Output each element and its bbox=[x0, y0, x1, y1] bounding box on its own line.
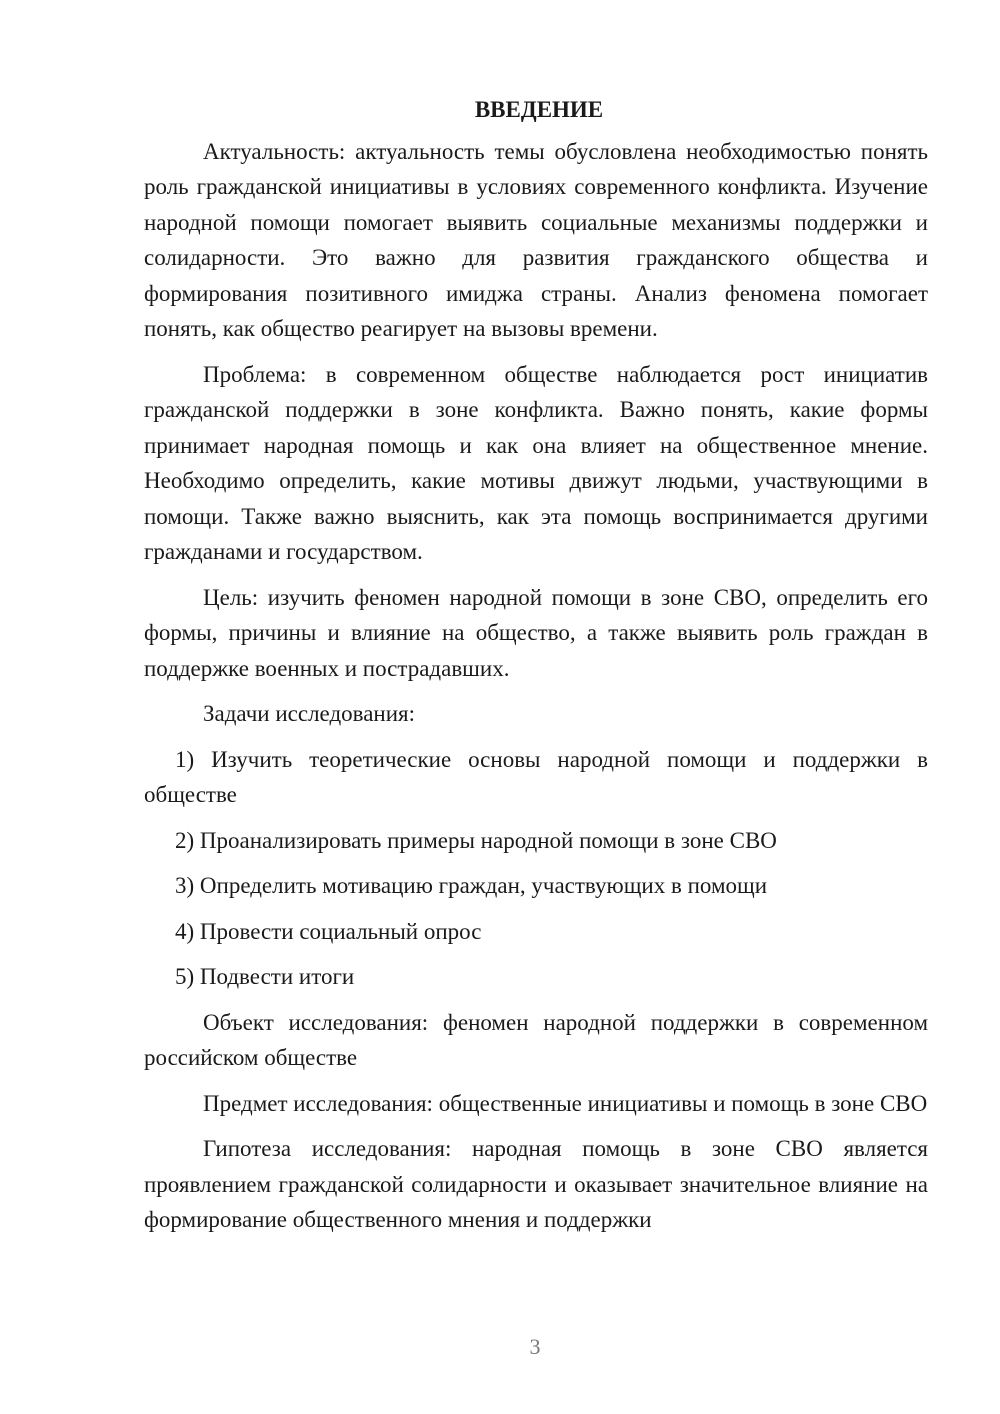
list-item: 4) Провести социальный опрос bbox=[175, 918, 482, 944]
paragraph-subject: Предмет исследования: общественные инициативы и помощь в зоне СВО bbox=[203, 1090, 928, 1116]
list-item: 2) Проанализировать примеры народной помощи в зоне СВО bbox=[175, 827, 777, 853]
section-heading: ВВЕДЕНИЕ bbox=[474, 97, 604, 122]
tasks-label: Задачи исследования: bbox=[203, 701, 416, 726]
page-content bbox=[144, 92, 928, 1248]
tasks-list bbox=[144, 742, 928, 995]
paragraph-problem: Проблема: в современном обществе наблюдается рост инициатив гражданской поддержки в зоне конфликта. Важно понять, какие формы принимает народная помощь и как она влияет на общественное мнение. Необходимо определить, какие мотивы движут людьми, участвующими в помощи. Также важно выяснить, как эта помощь воспринимается другими гражданами и государством. bbox=[144, 361, 928, 564]
page-number: 3 bbox=[529, 1334, 541, 1359]
list-item: 3) Определить мотивацию граждан, участвующих в помощи bbox=[175, 873, 768, 898]
paragraph-object: Объект исследования: феномен народной поддержки в современном российском обществе bbox=[144, 1009, 928, 1070]
list-item: 1) Изучить теоретические основы народной помощи и поддержки в обществе bbox=[144, 746, 928, 807]
paragraph-goal: Цель: изучить феномен народной помощи в зоне СВО, определить его формы, причины и влияние на общество, а также выявить роль граждан в поддержке военных и пострадавших. bbox=[144, 584, 928, 681]
paragraph-hypothesis: Гипотеза исследования: народная помощь в зоне СВО является проявлением гражданской солидарности и оказывает значительное влияние на формирование общественного мнения и поддержки bbox=[144, 1136, 928, 1232]
paragraph-relevance: Актуальность: актуальность темы обусловлена необходимостью понять роль гражданской инициативы в условиях современного конфликта. Изучение народной помощи помогает выявить социальные механизмы поддержки и солидарности. Это важно для развития гражданского общества и формирования позитивного имиджа страны. Анализ феномена помогает понять, как общество реагирует на вызовы времени. bbox=[144, 138, 928, 341]
list-item: 5) Подвести итоги bbox=[175, 964, 355, 989]
